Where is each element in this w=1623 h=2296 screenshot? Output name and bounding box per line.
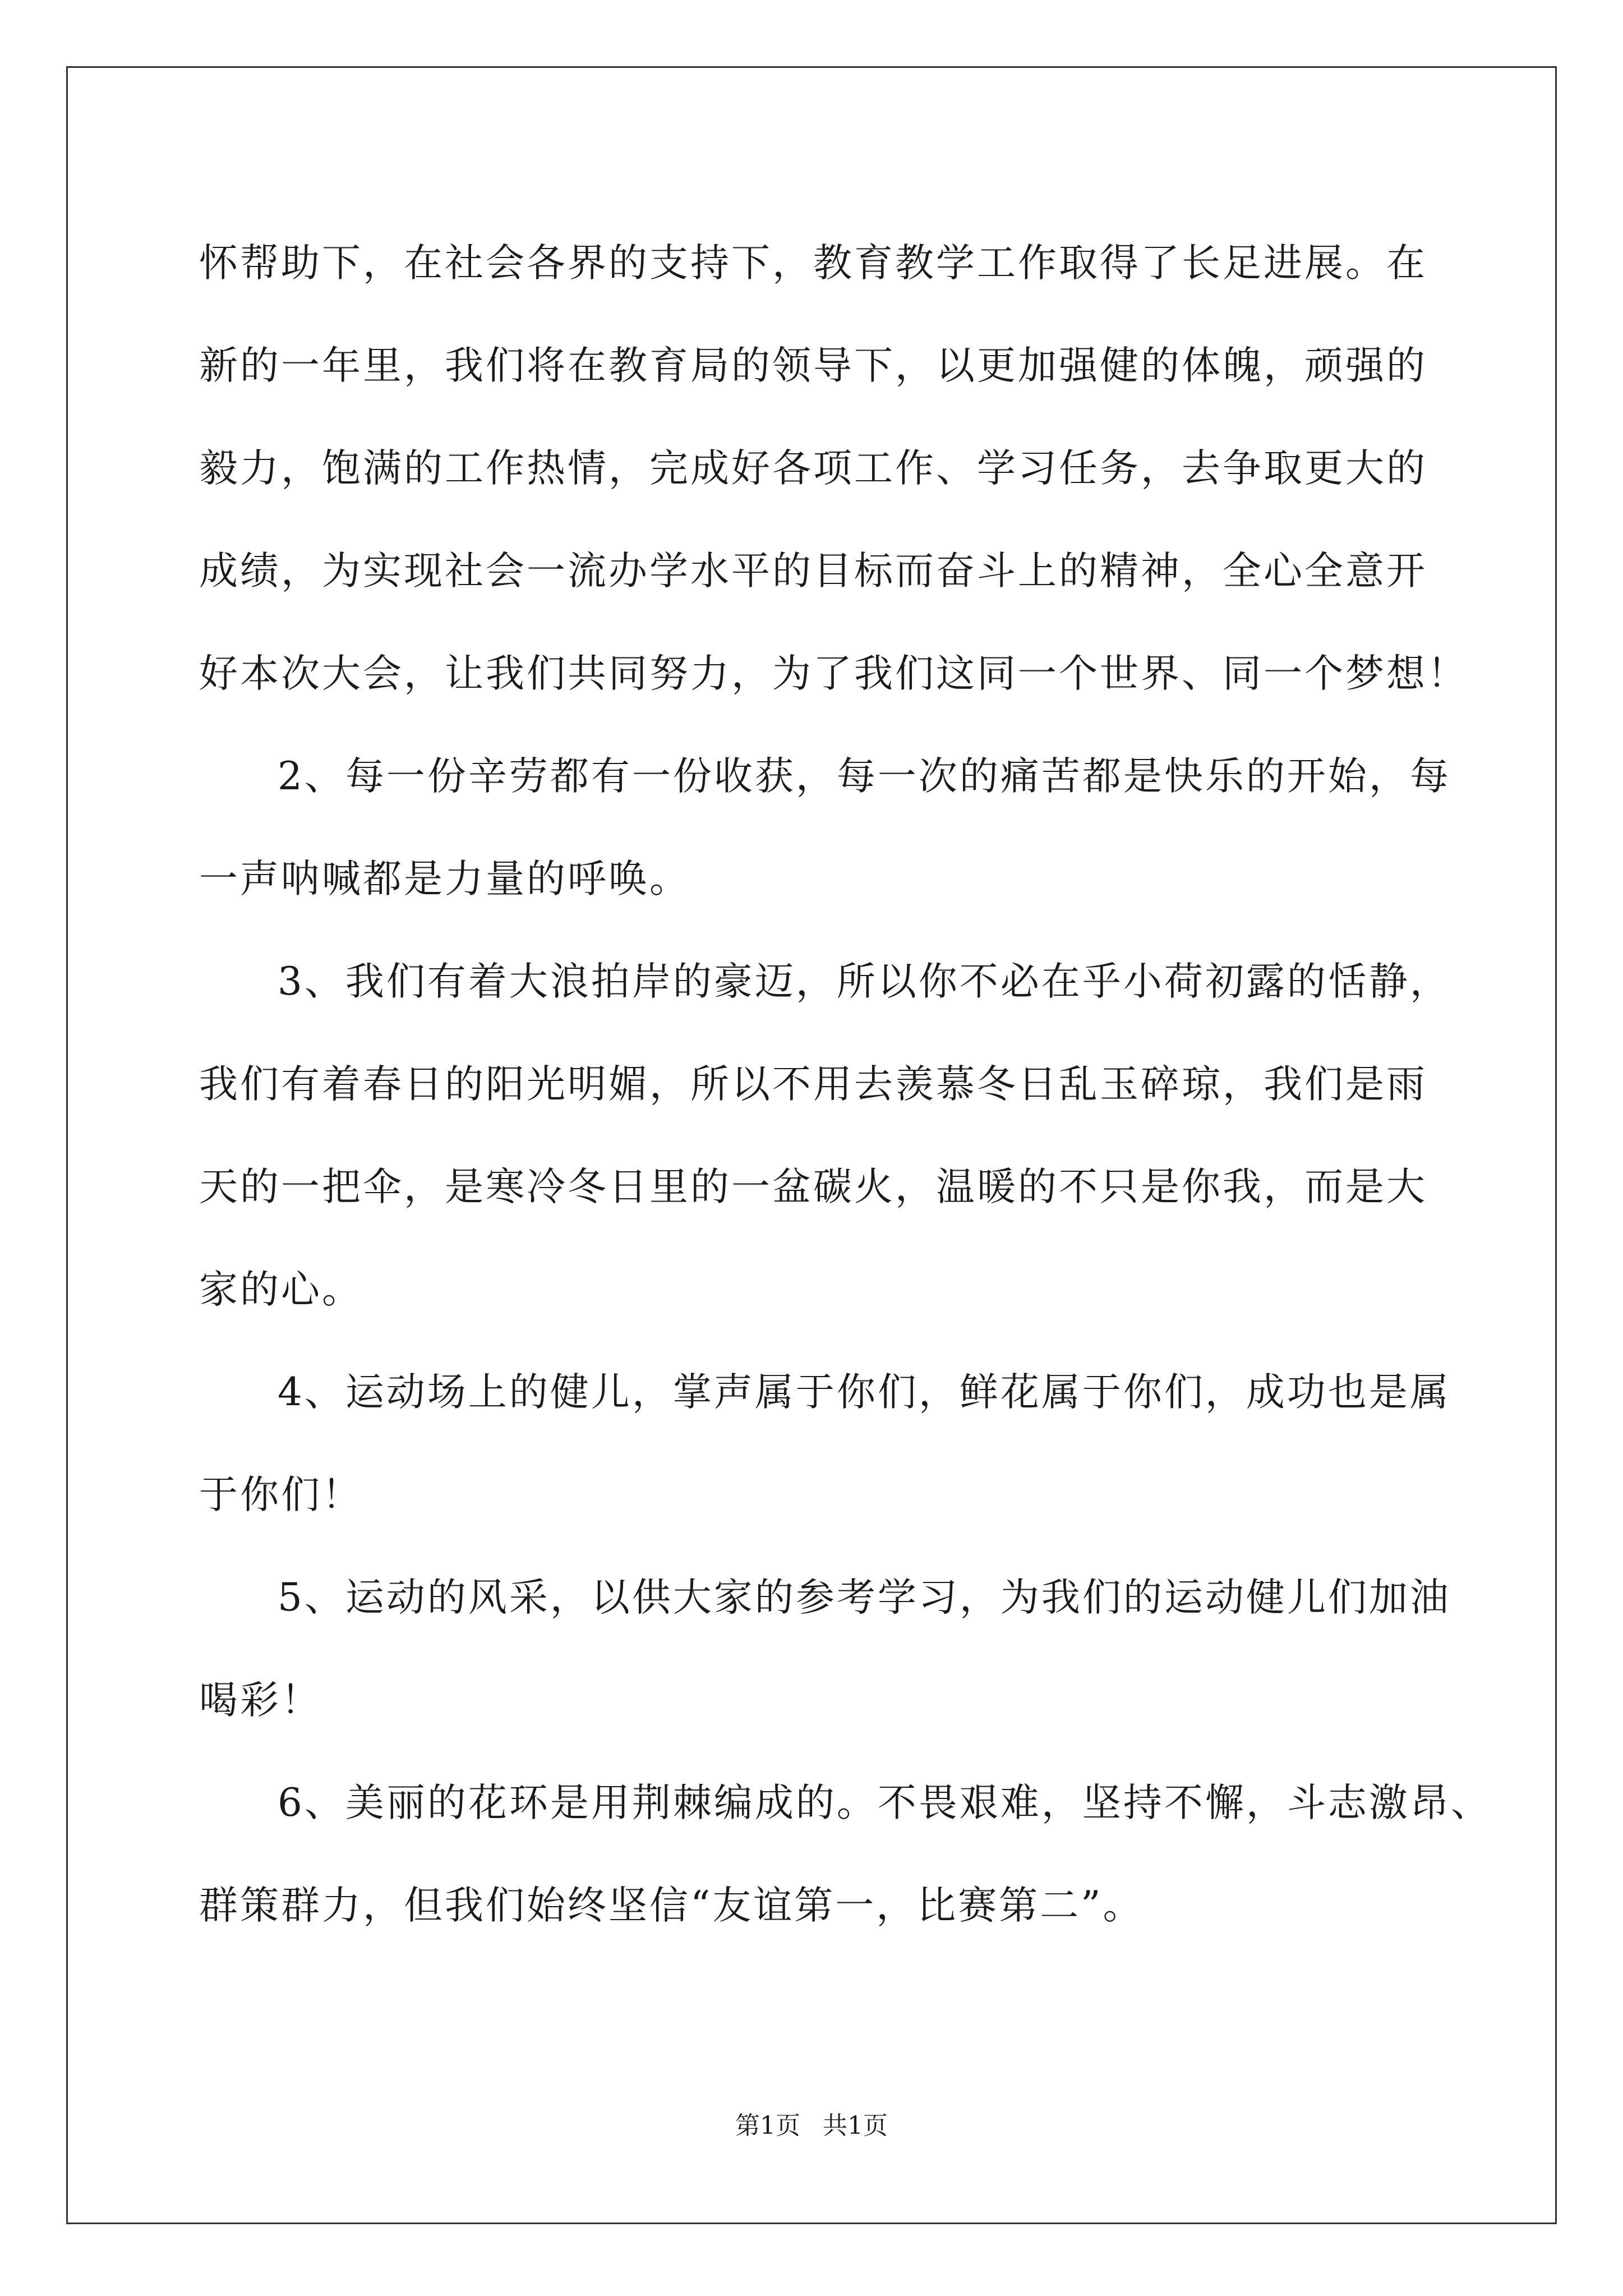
paragraph bbox=[199, 212, 1468, 725]
text-line: 天的一把伞，是寒冷冬日里的一盆碳火，温暖的不只是你我，而是大 bbox=[199, 1165, 1427, 1209]
text-line: 成绩，为实现社会一流办学水平的目标而奋斗上的精神，全心全意开 bbox=[199, 549, 1427, 593]
text-line: 家的心。 bbox=[199, 1267, 363, 1312]
text-line: 喝彩！ bbox=[199, 1678, 322, 1723]
text-line: 群策群力，但我们始终坚信“友谊第一，比赛第二”。 bbox=[199, 1883, 1144, 1928]
paragraph bbox=[199, 931, 1451, 1341]
text-line: 新的一年里，我们将在教育局的领导下，以更加强健的体魄，顽强的 bbox=[199, 343, 1427, 388]
text-line: 一声呐喊都是力量的呼唤。 bbox=[199, 857, 690, 901]
paragraph bbox=[199, 1547, 1451, 1752]
text-line: 好本次大会，让我们共同努力，为了我们这同一个世界、同一个梦想！ bbox=[199, 651, 1468, 696]
text-line: 6、美丽的花环是用荆棘编成的。不畏艰难，坚持不懈，斗志激昂、 bbox=[278, 1780, 1492, 1825]
text-line: 2、每一份辛劳都有一份收获，每一次的痛苦都是快乐的开始，每 bbox=[278, 754, 1451, 799]
page-count: 共1页 bbox=[823, 2111, 888, 2140]
text-line: 4、运动场上的健儿，掌声属于你们，鲜花属于你们，成功也是属 bbox=[278, 1370, 1451, 1415]
text-line: 毅力，饱满的工作热情，完成好各项工作、学习任务，去争取更大的 bbox=[199, 446, 1427, 491]
paragraph bbox=[199, 725, 1451, 931]
page-footer bbox=[0, 2109, 1623, 2143]
paragraph bbox=[199, 1341, 1451, 1547]
text-line: 5、运动的风采，以供大家的参考学习，为我们的运动健儿们加油 bbox=[278, 1575, 1451, 1620]
text-line: 我们有着春日的阳光明媚，所以不用去羡慕冬日乱玉碎琼，我们是雨 bbox=[199, 1062, 1427, 1107]
text-line: 怀帮助下，在社会各界的支持下，教育教学工作取得了长足进展。在 bbox=[199, 241, 1427, 286]
text-line: 3、我们有着大浪拍岸的豪迈，所以你不必在乎小荷初露的恬静， bbox=[278, 959, 1451, 1004]
page-number: 第1页 bbox=[735, 2111, 800, 2140]
text-line: 于你们！ bbox=[199, 1473, 363, 1517]
document-body bbox=[199, 212, 1492, 1957]
paragraph bbox=[199, 1752, 1492, 1957]
